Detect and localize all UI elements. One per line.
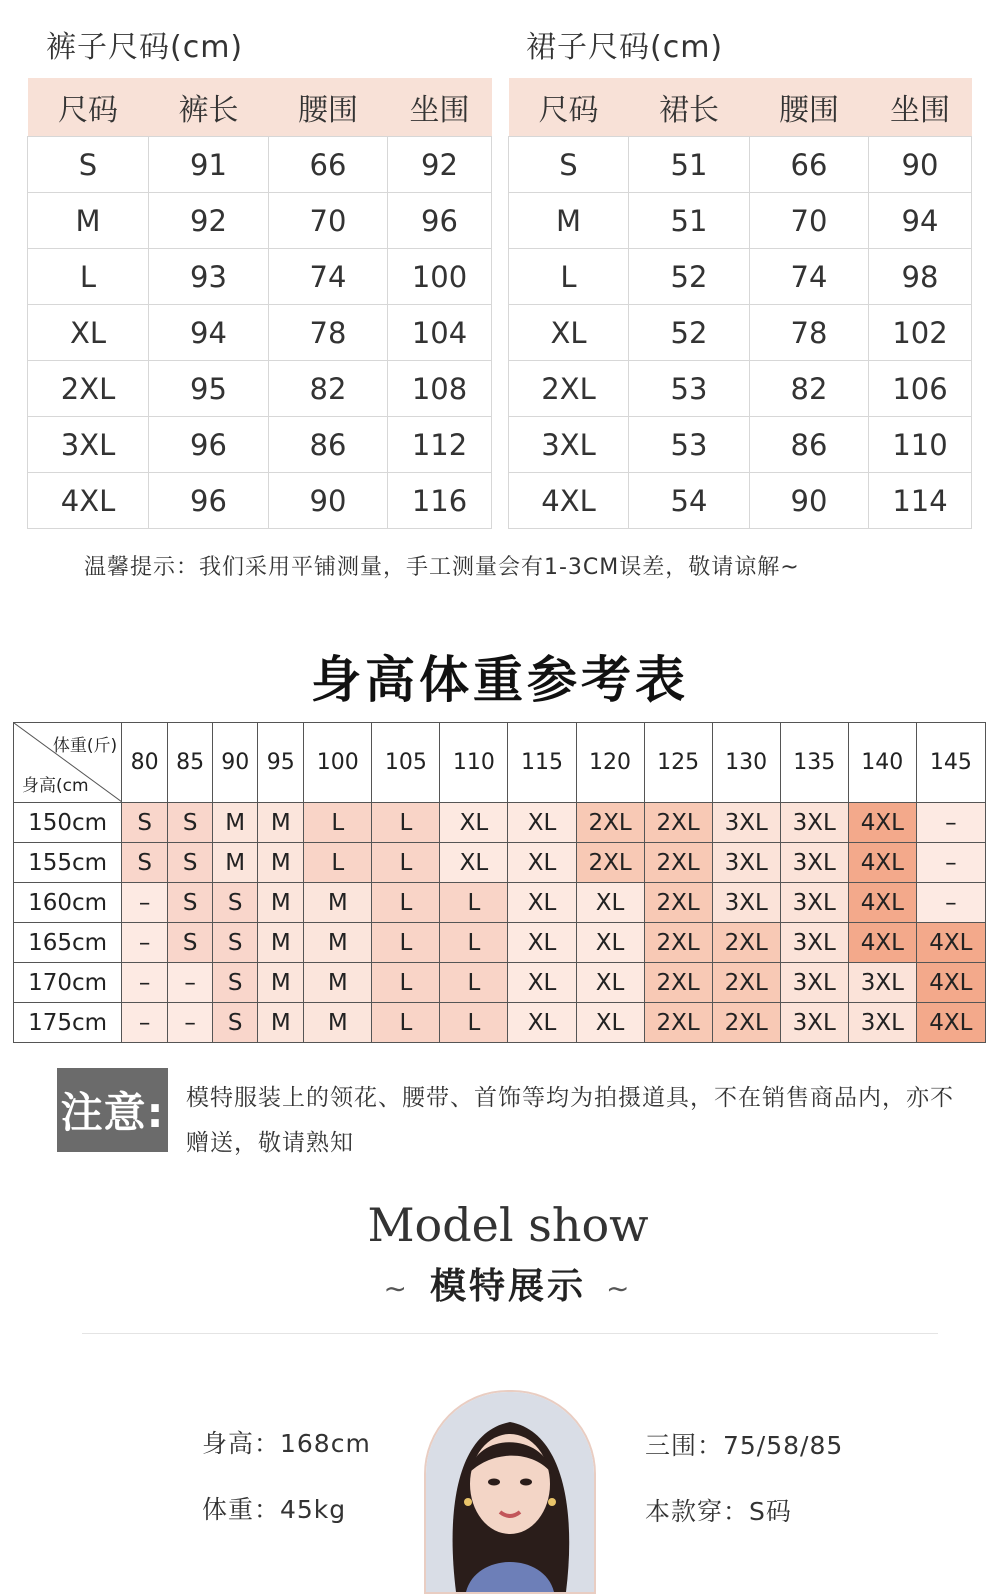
height-cell: 170cm — [14, 963, 122, 1003]
size-cell: XL — [508, 923, 576, 963]
size-cell: L — [372, 1003, 440, 1043]
height-cell: 150cm — [14, 803, 122, 843]
pants-size-row — [28, 137, 492, 193]
skirt-cell: 102 — [869, 305, 972, 361]
pants-cell: 74 — [269, 249, 388, 305]
size-cell: S — [213, 963, 258, 1003]
weight-header-cell: 100 — [304, 723, 372, 803]
skirt-header-cell: 坐围 — [869, 78, 972, 137]
size-cell: 4XL — [848, 883, 916, 923]
size-cell: L — [304, 803, 372, 843]
pants-header-cell: 尺码 — [28, 78, 149, 137]
pants-cell: M — [28, 193, 149, 249]
size-cell: S — [168, 843, 213, 883]
size-cell: S — [122, 843, 168, 883]
size-cell: L — [304, 843, 372, 883]
weight-header-cell: 90 — [213, 723, 258, 803]
section-divider — [82, 1333, 938, 1334]
pants-cell: 4XL — [28, 473, 149, 529]
size-cell: XL — [508, 1003, 576, 1043]
pants-cell: 112 — [388, 417, 492, 473]
size-cell: 4XL — [848, 923, 916, 963]
height-cell: 155cm — [14, 843, 122, 883]
size-cell: 3XL — [712, 803, 780, 843]
size-cell: 3XL — [712, 843, 780, 883]
height-weight-table — [13, 722, 986, 1043]
height-row — [14, 803, 986, 843]
model-show-subtitle — [0, 1258, 1000, 1309]
skirt-size-row — [509, 361, 972, 417]
skirt-size-row — [509, 137, 972, 193]
size-cell: – — [168, 1003, 213, 1043]
weight-header-cell: 120 — [576, 723, 644, 803]
size-cell: M — [258, 963, 304, 1003]
size-cell: L — [440, 963, 508, 1003]
pants-title: 裤子尺码(cm) — [46, 30, 244, 65]
weight-header-cell: 115 — [508, 723, 576, 803]
pants-cell: 94 — [149, 305, 269, 361]
size-cell: 2XL — [712, 923, 780, 963]
size-cell: M — [258, 803, 304, 843]
pants-cell: L — [28, 249, 149, 305]
skirt-header-cell: 腰围 — [750, 78, 869, 137]
notice-label: 注意: — [57, 1068, 168, 1152]
pants-cell: XL — [28, 305, 149, 361]
skirt-cell: 66 — [750, 137, 869, 193]
skirt-size-row — [509, 249, 972, 305]
skirt-cell: L — [509, 249, 629, 305]
skirt-cell: 70 — [750, 193, 869, 249]
pants-cell: 96 — [149, 473, 269, 529]
weight-header-cell: 140 — [848, 723, 916, 803]
pants-cell: 3XL — [28, 417, 149, 473]
skirt-cell: XL — [509, 305, 629, 361]
model-measurements: 三围：75/58/85 — [645, 1431, 844, 1460]
size-cell: 3XL — [848, 1003, 916, 1043]
pants-size-table — [27, 78, 492, 529]
pants-cell: 96 — [149, 417, 269, 473]
size-cell: 4XL — [916, 923, 985, 963]
skirt-cell: S — [509, 137, 629, 193]
model-avatar — [424, 1390, 596, 1594]
skirt-cell: 51 — [629, 193, 750, 249]
weight-header-cell: 130 — [712, 723, 780, 803]
notice-text: 模特服装上的领花、腰带、首饰等均为拍摄道具，不在销售商品内，亦不赠送，敬请熟知 — [186, 1085, 954, 1156]
size-cell: 4XL — [848, 843, 916, 883]
pants-cell: 93 — [149, 249, 269, 305]
skirt-cell: 82 — [750, 361, 869, 417]
size-cell: M — [304, 923, 372, 963]
size-cell: L — [440, 923, 508, 963]
size-cell: 2XL — [644, 803, 712, 843]
size-cell: L — [372, 803, 440, 843]
size-cell: S — [168, 883, 213, 923]
pants-cell: 70 — [269, 193, 388, 249]
size-cell: XL — [508, 963, 576, 1003]
height-row — [14, 883, 986, 923]
size-cell: 3XL — [780, 923, 848, 963]
model-portrait-image — [426, 1392, 594, 1592]
model-height: 身高：168cm — [202, 1429, 371, 1458]
size-cell: M — [258, 923, 304, 963]
pants-cell: 92 — [388, 137, 492, 193]
pants-cell: 90 — [269, 473, 388, 529]
pants-size-row — [28, 249, 492, 305]
pants-size-row — [28, 361, 492, 417]
height-row — [14, 843, 986, 883]
skirt-cell: 53 — [629, 417, 750, 473]
size-cell: M — [304, 883, 372, 923]
size-cell: XL — [440, 803, 508, 843]
pants-cell: 116 — [388, 473, 492, 529]
skirt-title: 裙子尺码(cm) — [526, 30, 724, 65]
size-cell: 3XL — [780, 1003, 848, 1043]
pants-size-row — [28, 417, 492, 473]
size-cell: 2XL — [712, 1003, 780, 1043]
weight-header-cell: 105 — [372, 723, 440, 803]
weight-header-cell: 145 — [916, 723, 985, 803]
pants-cell: 2XL — [28, 361, 149, 417]
size-cell: – — [168, 963, 213, 1003]
size-cell: 2XL — [644, 1003, 712, 1043]
size-cell: – — [122, 923, 168, 963]
skirt-cell: 53 — [629, 361, 750, 417]
height-cell: 175cm — [14, 1003, 122, 1043]
size-cell: 3XL — [712, 883, 780, 923]
size-cell: XL — [576, 963, 644, 1003]
pants-header-cell: 裤长 — [149, 78, 269, 137]
pants-size-row — [28, 193, 492, 249]
size-cell: L — [372, 883, 440, 923]
weight-header-cell: 80 — [122, 723, 168, 803]
skirt-cell: M — [509, 193, 629, 249]
size-cell: 3XL — [780, 803, 848, 843]
skirt-cell: 2XL — [509, 361, 629, 417]
weight-header-cell: 135 — [780, 723, 848, 803]
height-row — [14, 963, 986, 1003]
size-cell: M — [304, 963, 372, 1003]
size-cell: 2XL — [712, 963, 780, 1003]
size-cell: S — [168, 923, 213, 963]
size-cell: 3XL — [780, 883, 848, 923]
skirt-size-table — [508, 78, 972, 529]
skirt-header-cell: 裙长 — [629, 78, 750, 137]
skirt-cell: 4XL — [509, 473, 629, 529]
weight-header-cell: 85 — [168, 723, 213, 803]
header-corner-cell — [14, 723, 122, 803]
size-cell: S — [122, 803, 168, 843]
size-cell: XL — [576, 883, 644, 923]
pants-cell: 78 — [269, 305, 388, 361]
skirt-cell: 110 — [869, 417, 972, 473]
size-cell: L — [372, 843, 440, 883]
pants-cell: 66 — [269, 137, 388, 193]
skirt-size-row — [509, 417, 972, 473]
skirt-cell: 86 — [750, 417, 869, 473]
skirt-size-row — [509, 305, 972, 361]
weight-header-cell: 110 — [440, 723, 508, 803]
pants-cell: S — [28, 137, 149, 193]
reference-title: 身高体重参考表 — [311, 651, 689, 709]
size-cell: S — [168, 803, 213, 843]
skirt-cell: 98 — [869, 249, 972, 305]
size-cell: 3XL — [780, 963, 848, 1003]
model-weight: 体重：45kg — [202, 1495, 347, 1524]
pants-cell: 108 — [388, 361, 492, 417]
size-cell: 2XL — [644, 843, 712, 883]
skirt-cell: 90 — [869, 137, 972, 193]
size-cell: – — [916, 843, 985, 883]
size-cell: 2XL — [644, 883, 712, 923]
pants-cell: 91 — [149, 137, 269, 193]
model-size-worn: 本款穿：S码 — [645, 1497, 792, 1526]
size-cell: M — [258, 883, 304, 923]
size-cell: L — [440, 883, 508, 923]
size-cell: M — [213, 843, 258, 883]
pants-cell: 96 — [388, 193, 492, 249]
measurement-tip: 温馨提示：我们采用平铺测量，手工测量会有1-3CM误差，敬请谅解~ — [84, 555, 800, 580]
size-cell: 2XL — [576, 843, 644, 883]
skirt-cell: 94 — [869, 193, 972, 249]
weight-header-cell: 125 — [644, 723, 712, 803]
skirt-cell: 106 — [869, 361, 972, 417]
height-row — [14, 1003, 986, 1043]
size-cell: – — [122, 1003, 168, 1043]
weight-axis-label: 体重(斤) — [52, 736, 118, 756]
pants-size-row — [28, 305, 492, 361]
size-cell: 3XL — [848, 963, 916, 1003]
model-show-title: Model show — [367, 1198, 649, 1252]
size-cell: M — [304, 1003, 372, 1043]
pants-cell: 104 — [388, 305, 492, 361]
skirt-cell: 74 — [750, 249, 869, 305]
pants-header-cell: 坐围 — [388, 78, 492, 137]
size-cell: XL — [508, 803, 576, 843]
skirt-size-row — [509, 473, 972, 529]
size-cell: 4XL — [916, 963, 985, 1003]
height-cell: 165cm — [14, 923, 122, 963]
size-cell: XL — [508, 883, 576, 923]
skirt-cell: 52 — [629, 249, 750, 305]
size-cell: 3XL — [780, 843, 848, 883]
size-cell: 4XL — [916, 1003, 985, 1043]
pants-cell: 92 — [149, 193, 269, 249]
pants-cell: 100 — [388, 249, 492, 305]
size-cell: XL — [508, 843, 576, 883]
size-cell: 4XL — [848, 803, 916, 843]
size-cell: M — [258, 843, 304, 883]
size-cell: – — [916, 883, 985, 923]
size-cell: – — [122, 883, 168, 923]
pants-cell: 86 — [269, 417, 388, 473]
skirt-cell: 90 — [750, 473, 869, 529]
size-cell: XL — [576, 1003, 644, 1043]
size-cell: – — [916, 803, 985, 843]
model-show-cn-text: 模特展示 — [429, 1266, 586, 1307]
height-cell: 160cm — [14, 883, 122, 923]
skirt-cell: 51 — [629, 137, 750, 193]
size-cell: 2XL — [644, 923, 712, 963]
size-cell: 2XL — [644, 963, 712, 1003]
pants-size-row — [28, 473, 492, 529]
skirt-cell: 114 — [869, 473, 972, 529]
pants-header-cell: 腰围 — [269, 78, 388, 137]
weight-header-cell: 95 — [258, 723, 304, 803]
skirt-header-cell: 尺码 — [509, 78, 629, 137]
size-cell: L — [372, 923, 440, 963]
height-row — [14, 923, 986, 963]
size-cell: 2XL — [576, 803, 644, 843]
right-swirl-ornament: ∼ — [606, 1272, 633, 1305]
pants-cell: 95 — [149, 361, 269, 417]
size-cell: S — [213, 1003, 258, 1043]
height-axis-label: 身高(cm — [22, 776, 89, 796]
skirt-cell: 54 — [629, 473, 750, 529]
size-cell: L — [440, 1003, 508, 1043]
size-cell: M — [258, 1003, 304, 1043]
skirt-size-row — [509, 193, 972, 249]
skirt-cell: 52 — [629, 305, 750, 361]
size-cell: S — [213, 883, 258, 923]
skirt-cell: 78 — [750, 305, 869, 361]
size-cell: L — [372, 963, 440, 1003]
size-cell: – — [122, 963, 168, 1003]
left-swirl-ornament: ∼ — [383, 1272, 410, 1305]
size-cell: S — [213, 923, 258, 963]
size-cell: XL — [576, 923, 644, 963]
pants-cell: 82 — [269, 361, 388, 417]
size-cell: M — [213, 803, 258, 843]
size-cell: XL — [440, 843, 508, 883]
skirt-cell: 3XL — [509, 417, 629, 473]
